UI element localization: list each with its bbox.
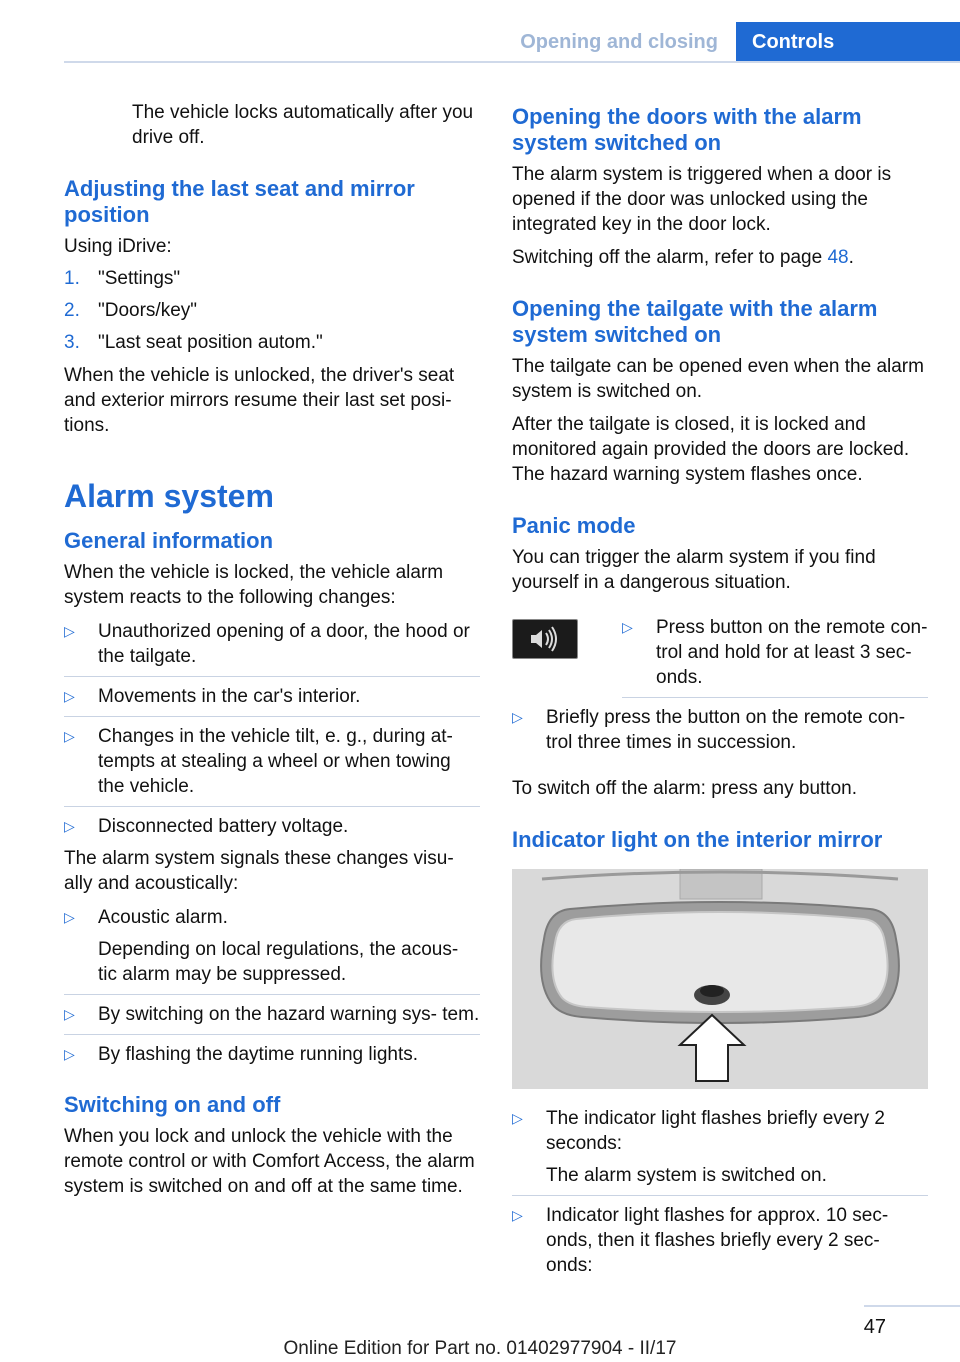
list-item	[622, 615, 928, 698]
step-text: "Last seat position autom."	[98, 332, 323, 353]
ref-text: Switching off the alarm, refer to page	[512, 247, 823, 268]
general-info-heading: General information	[64, 528, 274, 553]
seat-mirror-heading: Adjusting the last seat and mirror position	[64, 176, 415, 227]
chapter-title: Alarm system	[64, 478, 274, 514]
left-column	[64, 100, 480, 1199]
panic-mode-heading: Panic mode	[512, 513, 636, 538]
item-text: Indicator light flashes for approx. 10 sec‐ onds, then it flashes briefly every 2 sec‐ onds:	[546, 1205, 889, 1276]
step-number: 3.	[64, 332, 80, 353]
footer-divider	[864, 1305, 960, 1307]
bullet-triangle-icon: ▷	[64, 623, 75, 639]
item-text: Changes in the vehicle tilt, e. g., during at‐ tempts at stealing a wheel or when towing the vehicle.	[98, 726, 453, 797]
doors-alarm-heading: Opening the doors with the alarm system switched on	[512, 104, 862, 155]
list-item	[512, 1099, 928, 1196]
item-text: By switching on the hazard warning sys‐ tem.	[98, 1004, 480, 1025]
horn-button-icon	[512, 619, 578, 659]
panic-mode-text: You can trigger the alarm system if you find yourself in a dangerous situation.	[512, 547, 876, 593]
item-text: Acoustic alarm.	[98, 907, 228, 928]
doors-ref-text	[512, 245, 928, 270]
item-text: Press button on the remote con‐ trol and hold for at least 3 sec‐ onds.	[656, 617, 928, 688]
signals-intro: The alarm system signals these changes visu‐ ally and acoustically:	[64, 848, 454, 894]
bullet-triangle-icon: ▷	[64, 818, 75, 834]
list-item	[64, 807, 480, 846]
bullet-triangle-icon: ▷	[64, 1006, 75, 1022]
bullet-triangle-icon: ▷	[512, 709, 523, 725]
panic-list	[512, 698, 928, 762]
list-item	[64, 612, 480, 677]
item-text: Briefly press the button on the remote con‐ trol three times in succession.	[546, 707, 906, 753]
tailgate-text-2: After the tailgate is closed, it is locked and monitored again provided the doors are locked. The hazard warning system flashes once.	[512, 414, 910, 485]
switching-text: When you lock and unlock the vehicle with the remote control or with Comfort Access, the alarm system is switched on and off at the same time.	[64, 1126, 475, 1197]
list-item	[512, 698, 928, 762]
bullet-triangle-icon: ▷	[64, 1046, 75, 1062]
item-text: The indicator light flashes briefly every 2 seconds:	[546, 1108, 885, 1154]
panic-note-list	[622, 615, 928, 698]
list-item	[64, 995, 480, 1035]
switching-heading: Switching on and off	[64, 1092, 281, 1117]
header-chapter-tab[interactable]: Controls	[736, 22, 960, 62]
item-text: Movements in the car's interior.	[98, 686, 361, 707]
bullet-triangle-icon: ▷	[64, 688, 75, 704]
list-item	[64, 298, 480, 323]
list-item	[64, 898, 480, 995]
alarm-signals-list	[64, 898, 480, 1074]
list-item	[64, 717, 480, 807]
bullet-triangle-icon: ▷	[512, 1110, 523, 1126]
list-item	[64, 266, 480, 291]
interior-mirror-figure	[512, 869, 928, 1089]
seat-result-text: When the vehicle is unlocked, the driver's seat and exterior mirrors resume their last set posi‐ tions.	[64, 365, 455, 436]
general-intro: When the vehicle is locked, the vehicle alarm system reacts to the following changes:	[64, 562, 444, 608]
bullet-triangle-icon: ▷	[622, 619, 633, 635]
list-item	[512, 1196, 928, 1285]
item-text: Unauthorized opening of a door, the hood or the tailgate.	[98, 621, 470, 667]
bullet-triangle-icon: ▷	[64, 728, 75, 744]
list-item	[64, 330, 480, 355]
step-text: "Doors/key"	[98, 300, 198, 321]
list-item	[64, 1035, 480, 1074]
header-tabs	[500, 22, 960, 62]
list-item	[64, 677, 480, 717]
ref-end: .	[848, 247, 854, 268]
page-48-link[interactable]: 48	[827, 247, 849, 268]
seat-steps-list	[64, 266, 480, 355]
bullet-triangle-icon: ▷	[512, 1207, 523, 1223]
header-section-tab[interactable]: Opening and closing	[520, 31, 718, 53]
alarm-triggers-list	[64, 612, 480, 846]
item-subtext: Depending on local regulations, the acous‐ tic alarm may be suppressed.	[98, 939, 459, 985]
step-number: 2.	[64, 300, 80, 321]
step-number: 1.	[64, 268, 80, 289]
mirror-illustration	[512, 869, 928, 1089]
seat-intro: Using iDrive:	[64, 236, 172, 257]
tailgate-text-1: The tailgate can be opened even when the alarm system is switched on.	[512, 356, 924, 402]
indicator-light-heading: Indicator light on the interior mirror	[512, 827, 883, 852]
auto-lock-text: The vehicle locks automatically after you drive off.	[132, 102, 474, 148]
edition-footer: Online Edition for Part no. 01402977904 - II/17	[283, 1338, 677, 1359]
item-subtext: The alarm system is switched on.	[546, 1165, 827, 1186]
item-text: By flashing the daytime running lights.	[98, 1044, 419, 1065]
indicator-list	[512, 1099, 928, 1285]
step-text: "Settings"	[98, 268, 181, 289]
bullet-triangle-icon: ▷	[64, 909, 75, 925]
right-column	[512, 100, 928, 1285]
panic-off-text: To switch off the alarm: press any button.	[512, 778, 857, 799]
panic-button-note	[512, 615, 928, 698]
header-divider	[64, 61, 960, 63]
doors-alarm-text: The alarm system is triggered when a door is opened if the door was unlocked using the integrated key in the door lock.	[512, 164, 892, 235]
page-number: 47	[863, 1316, 886, 1338]
item-text: Disconnected battery voltage.	[98, 816, 349, 837]
tailgate-alarm-heading: Opening the tailgate with the alarm system switched on	[512, 296, 878, 347]
